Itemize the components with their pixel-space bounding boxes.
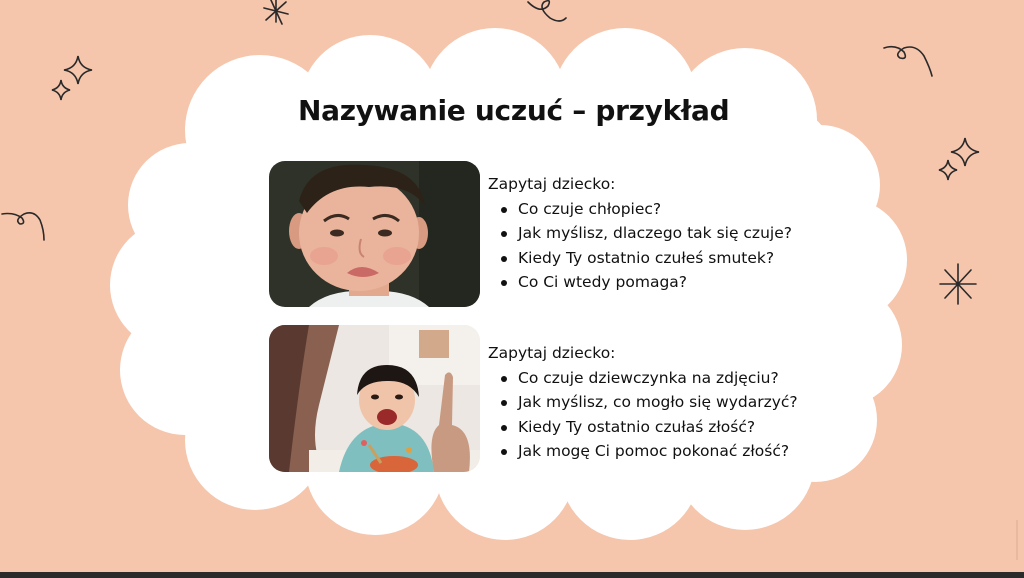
list-item: Kiedy Ty ostatnio czułaś złość?	[518, 415, 798, 440]
squiggle-icon	[2, 213, 44, 240]
list-item: Co czuje dziewczynka na zdjęciu?	[518, 366, 798, 391]
sparkle-icon	[939, 138, 979, 180]
list-item: Jak mogę Ci pomoc pokonać złość?	[518, 439, 798, 464]
watermark	[1016, 520, 1018, 560]
question-intro: Zapytaj dziecko:	[488, 175, 616, 193]
question-list	[488, 197, 792, 295]
list-item: Kiedy Ty ostatnio czułeś smutek?	[518, 246, 792, 271]
slide-title: Nazywanie uczuć – przykład	[298, 94, 730, 127]
sad-boy-photo	[269, 161, 480, 307]
question-block	[488, 341, 798, 464]
list-item: Co czuje chłopiec?	[518, 197, 792, 222]
angry-girl-photo	[269, 325, 480, 472]
bottom-bar	[0, 572, 1024, 578]
starburst-icon	[264, 0, 288, 24]
starburst-icon	[940, 264, 976, 304]
squiggle-icon	[528, 1, 566, 21]
question-intro: Zapytaj dziecko:	[488, 344, 616, 362]
list-item: Jak myślisz, dlaczego tak się czuje?	[518, 221, 792, 246]
list-item: Co Ci wtedy pomaga?	[518, 270, 792, 295]
squiggle-icon	[884, 47, 932, 76]
sparkle-icon	[52, 56, 92, 100]
list-item: Jak myślisz, co mogło się wydarzyć?	[518, 390, 798, 415]
question-block	[488, 172, 792, 295]
question-list	[488, 366, 798, 464]
